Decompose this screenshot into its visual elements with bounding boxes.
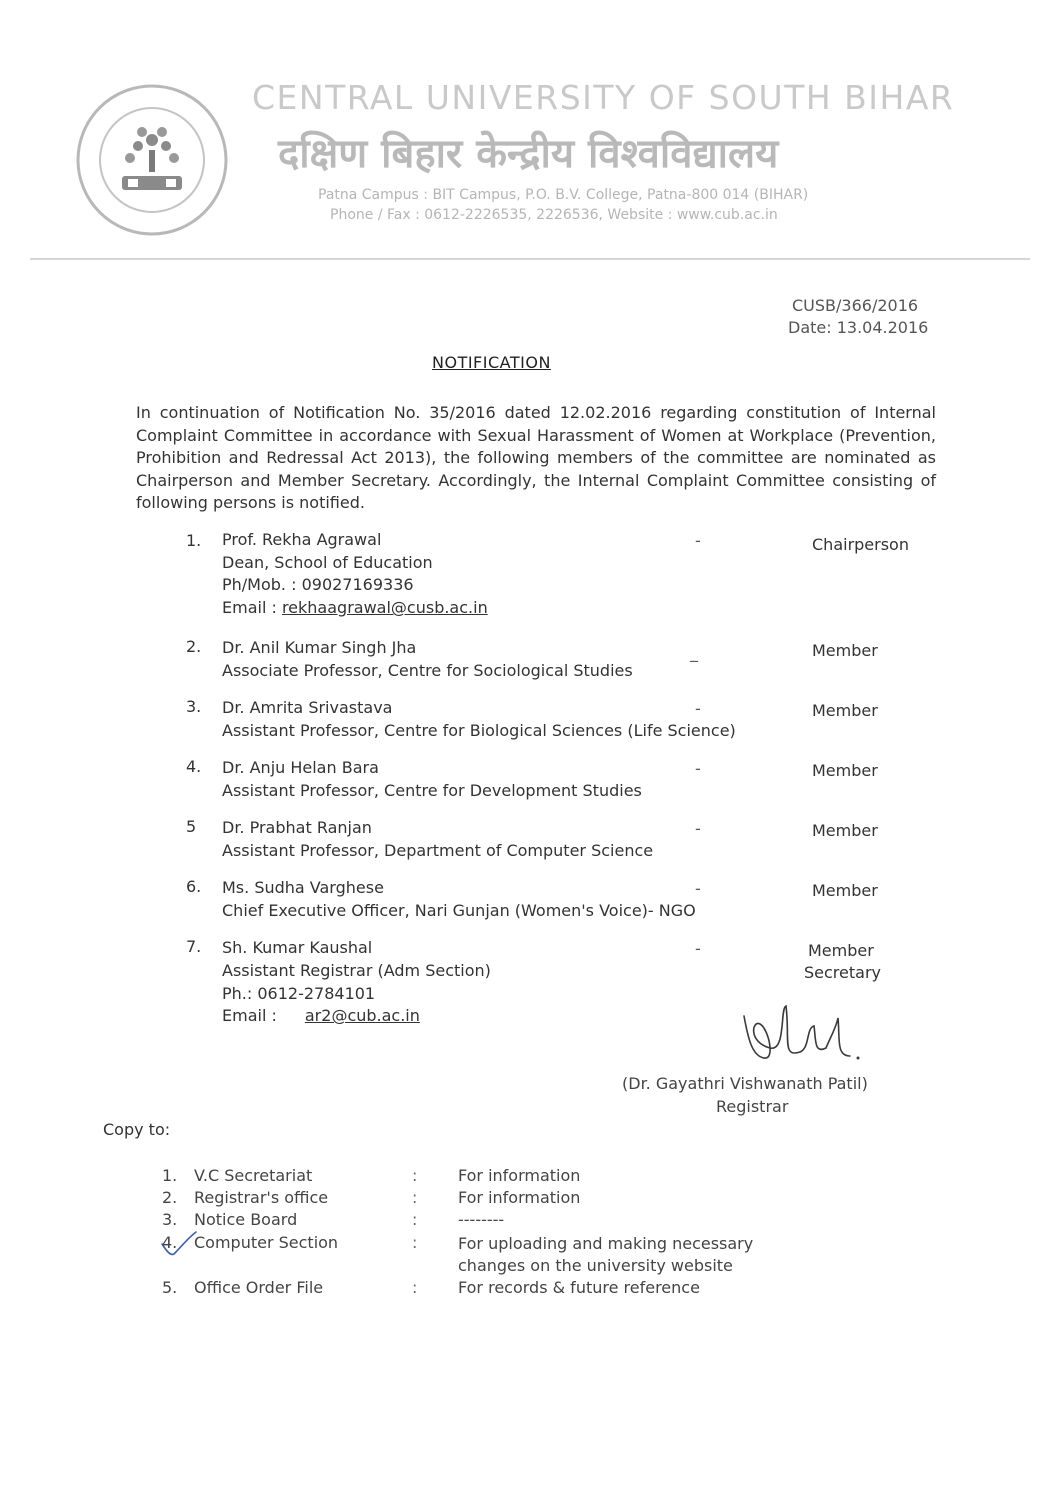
member-role-secretary: Secretary [804,963,881,982]
copy-to-label: Copy to: [103,1120,171,1139]
member-dash: - [695,939,701,958]
member-designation: Assistant Professor, Centre for Development Studies [222,781,642,800]
copy-item-number: 1. [162,1166,178,1185]
signatory-name: (Dr. Gayathri Vishwanath Patil) [622,1074,868,1093]
member-name: Dr. Amrita Srivastava [222,698,393,717]
member-email-link[interactable]: rekhaagrawal@cusb.ac.in [281,598,488,617]
member-role: Member [808,941,874,960]
copy-item-recipient: Office Order File [194,1278,324,1297]
copy-item-number: 5. [162,1278,178,1297]
copy-item-purpose: For information [458,1166,581,1185]
copy-item-purpose: For uploading and making necessary [458,1234,754,1253]
email-label: Email : [222,1006,277,1025]
member-number: 3. [186,697,202,716]
copy-item-recipient: Notice Board [194,1210,298,1229]
member-name: Ms. Sudha Varghese [222,878,384,897]
signatory-title: Registrar [716,1097,789,1116]
member-number: 7. [186,937,202,956]
member-number: 2. [186,637,202,656]
notification-date: Date: 13.04.2016 [788,318,929,337]
copy-item-recipient: V.C Secretariat [194,1166,313,1185]
member-designation: Chief Executive Officer, Nari Gunjan (Women's Voice)- NGO [222,901,696,920]
copy-item-number: 4. [162,1233,178,1252]
copy-item-recipient: Registrar's office [194,1188,329,1207]
letterhead-divider [30,258,1030,260]
copy-item-recipient: Computer Section [194,1233,339,1252]
member-dash: - [695,531,701,550]
university-name-english: CENTRAL UNIVERSITY OF SOUTH BIHAR [252,78,955,117]
member-designation: Assistant Registrar (Adm Section) [222,961,491,980]
member-number: 1. [186,531,202,550]
copy-item-purpose: For information [458,1188,581,1207]
university-name-hindi: दक्षिण बिहार केन्द्रीय विश्वविद्यालय [278,131,779,177]
member-designation: Assistant Professor, Department of Computer Science [222,841,654,860]
member-number: 6. [186,877,202,896]
member-dash: _ [690,643,698,662]
member-name: Prof. Rekha Agrawal [222,530,382,549]
university-contact: Phone / Fax : 0612-2226535, 2226536, Website : www.cub.ac.in [330,207,778,223]
member-designation: Associate Professor, Centre for Sociological Studies [222,661,633,680]
member-name: Sh. Kumar Kaushal [222,938,373,957]
notification-heading: NOTIFICATION [432,353,551,372]
member-dash: - [695,879,701,898]
member-name: Dr. Anil Kumar Singh Jha [222,638,417,657]
member-name: Dr. Anju Helan Bara [222,758,379,777]
copy-item-purpose-line2: changes on the university website [458,1256,733,1275]
notification-body: In continuation of Notification No. 35/2016 dated 12.02.2016 regarding constitution of Internal Complaint Committee in accordance with Sexual Harassment of Women at Workplace (Prevention, Prohibition and Redressal Act 2013), the following members of the committee are nominated as Chairperson and Member Secretary. Accordingly, the Internal Complaint Committee consisting of following persons is notified. [136,403,936,512]
copy-item-purpose: -------- [458,1210,505,1229]
member-email-row [222,1005,420,1028]
member-role: Member [812,701,878,720]
member-designation: Assistant Professor, Centre for Biological Sciences (Life Science) [222,721,736,740]
member-designation: Dean, School of Education [222,553,433,572]
copy-item-colon: : [412,1166,418,1185]
member-dash: - [695,759,701,778]
copy-item-colon: : [412,1188,418,1207]
copy-item-number: 3. [162,1210,178,1229]
email-label: Email : [222,598,282,617]
member-role: Chairperson [812,535,909,554]
university-address: Patna Campus : BIT Campus, P.O. B.V. College, Patna-800 014 (BIHAR) [318,187,809,203]
member-role: Member [812,821,878,840]
member-name: Dr. Prabhat Ranjan [222,818,372,837]
member-number: 4. [186,757,202,776]
copy-item-colon: : [412,1233,418,1252]
member-dash: - [695,819,701,838]
member-phone: Ph/Mob. : 09027169336 [222,575,414,594]
member-role: Member [812,761,878,780]
copy-item-colon: : [412,1210,418,1229]
copy-item-number: 2. [162,1188,178,1207]
member-number: 5 [186,817,197,836]
registrar-signature [730,998,870,1068]
reference-number: CUSB/366/2016 [792,296,919,315]
member-email-link[interactable]: ar2@cub.ac.in [304,1006,420,1025]
member-email-row [222,597,488,620]
university-seal-logo [72,80,232,240]
member-role: Member [812,641,878,660]
copy-item-colon: : [412,1278,418,1297]
member-phone: Ph.: 0612-2784101 [222,984,376,1003]
member-dash: - [695,699,701,718]
member-role: Member [812,881,878,900]
copy-item-purpose: For records & future reference [458,1278,700,1297]
